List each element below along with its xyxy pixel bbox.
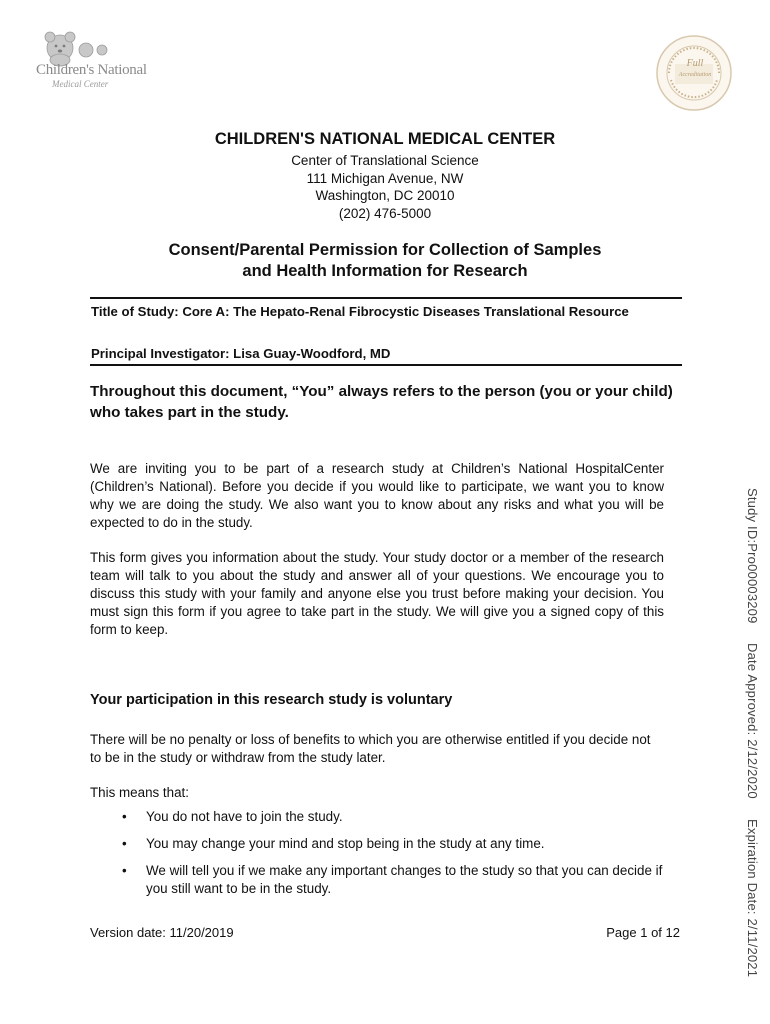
document-title xyxy=(90,240,680,282)
divider-top xyxy=(90,297,682,299)
means-that-paragraph: This means that: xyxy=(90,785,189,800)
org-name: CHILDREN'S NATIONAL MEDICAL CENTER xyxy=(214,130,556,148)
list-item xyxy=(120,862,670,898)
logo-subname: Medical Center xyxy=(52,79,109,89)
bullet-icon: • xyxy=(122,836,127,851)
phone-number: (202) 476-5000 xyxy=(338,205,432,221)
voluntary-section-heading: Your participation in this research study is voluntary xyxy=(90,692,453,708)
document-title-line-1: Consent/Parental Permission for Collection of Samples xyxy=(168,241,602,259)
date-approved: Date Approved: 2/12/2020 xyxy=(745,643,760,800)
study-title: Title of Study: Core A: The Hepato-Renal Fibrocystic Diseases Translational Resource xyxy=(91,304,629,319)
list-item-text: You do not have to join the study. xyxy=(146,809,343,824)
voluntary-paragraph: There will be no penalty or loss of benefits to which you are otherwise entitled if you decide not to be in the study or withdraw from the study later. xyxy=(90,732,651,765)
logo-name: Children's National xyxy=(36,62,147,78)
seal-label: Full xyxy=(686,58,704,69)
principal-investigator: Principal Investigator: Lisa Guay-Woodford, MD xyxy=(91,346,391,361)
address-line-1: Center of Translational Science xyxy=(291,153,479,168)
voluntary-bullet-list xyxy=(120,808,670,907)
irb-approval-stamp xyxy=(745,488,760,993)
list-item-text: We will tell you if we make any important changes to the study so that you can decide if you still want to be in the study. xyxy=(146,863,663,896)
bullet-icon: • xyxy=(122,809,127,824)
list-item-text: You may change your mind and stop being in the study at any time. xyxy=(146,836,545,851)
you-definition-note: Throughout this document, “You” always refers to the person (you or your child) who takes part in the study. xyxy=(90,383,673,421)
page-number: Page 1 of 12 xyxy=(606,925,680,940)
list-item xyxy=(120,835,670,853)
form-info-paragraph: This form gives you information about the study. Your study doctor or a member of the research team will talk to you about the study and answer all of your questions. We encourage you to discuss this study with your family and anyone else you trust before making your decision. You must sign this form if you agree to take part in the study. We will give you a signed copy of this form to keep. xyxy=(90,550,664,637)
address-line-2: 111 Michigan Avenue, NW xyxy=(306,170,464,186)
address-line-3: Washington, DC 20010 xyxy=(315,188,455,203)
intro-paragraph: We are inviting you to be part of a research study at Children’s National HospitalCenter (Children’s National). Before you decide if you would like to participate, we want you to know why we are doing the study. We also want you to know about any risks and what you will be expected to do in the study. xyxy=(90,461,664,530)
divider-bottom xyxy=(90,364,682,366)
expiration-date: Expiration Date: 2/11/2021 xyxy=(745,819,760,978)
document-title-line-2: and Health Information for Research xyxy=(242,262,528,280)
seal-sublabel: Accreditation xyxy=(678,72,712,78)
study-id: Study ID:Pro00003209 xyxy=(745,488,760,624)
bullet-icon: • xyxy=(122,863,127,878)
list-item xyxy=(120,808,670,826)
version-date: Version date: 11/20/2019 xyxy=(90,925,234,940)
